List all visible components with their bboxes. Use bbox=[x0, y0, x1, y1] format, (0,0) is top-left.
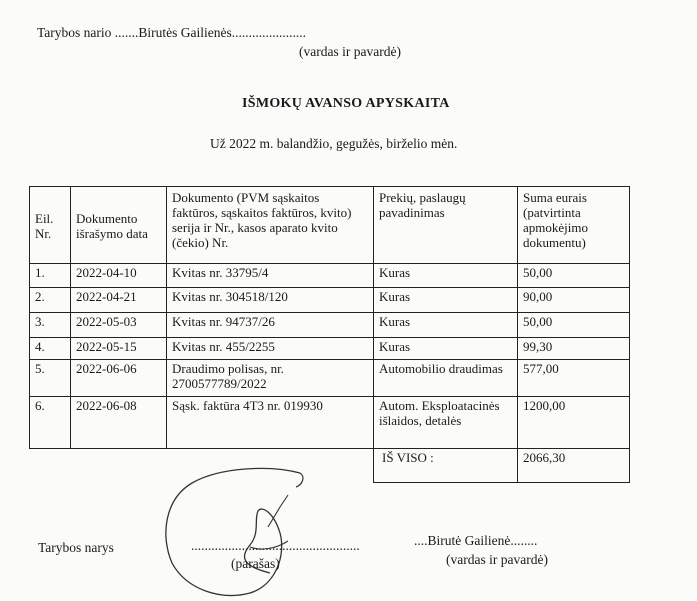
row-goods: Kuras bbox=[374, 338, 518, 360]
row-goods: Kuras bbox=[374, 313, 518, 338]
header-date: Dokumento išrašymo data bbox=[71, 187, 167, 264]
row-no: 5. bbox=[30, 360, 71, 397]
report-table bbox=[29, 186, 630, 483]
row-goods: Autom. Eksploatacinės išlaidos, detalės bbox=[374, 397, 518, 449]
row-no: 1. bbox=[30, 264, 71, 288]
row-no: 4. bbox=[30, 338, 71, 360]
row-date: 2022-04-10 bbox=[71, 264, 167, 288]
row-sum: 99,30 bbox=[518, 338, 630, 360]
handwritten-signature bbox=[150, 455, 330, 601]
header-no: Eil. Nr. bbox=[30, 187, 71, 264]
header-goods: Prekių, paslaugų pavadinimas bbox=[374, 187, 518, 264]
row-sum: 90,00 bbox=[518, 288, 630, 313]
header-sum: Suma eurais (patvirtinta apmokėjimo dokumentu) bbox=[518, 187, 630, 264]
table-row bbox=[30, 288, 630, 313]
member-line: Tarybos nario .......Birutės Gailienės...................... bbox=[37, 25, 307, 40]
member-label: Tarybos narys bbox=[38, 540, 114, 555]
row-date: 2022-06-08 bbox=[71, 397, 167, 449]
signature-line: .................................................. bbox=[191, 538, 360, 553]
row-document: Kvitas nr. 33795/4 bbox=[167, 264, 374, 288]
row-sum: 577,00 bbox=[518, 360, 630, 397]
period-line: Už 2022 m. balandžio, gegužės, birželio mėn. bbox=[210, 136, 458, 151]
row-date: 2022-04-21 bbox=[71, 288, 167, 313]
row-goods: Automobilio draudimas bbox=[374, 360, 518, 397]
row-no: 2. bbox=[30, 288, 71, 313]
signer-name: ....Birutė Gailienė........ bbox=[414, 533, 538, 548]
row-sum: 1200,00 bbox=[518, 397, 630, 449]
row-no: 3. bbox=[30, 313, 71, 338]
row-document: Kvitas nr. 94737/26 bbox=[167, 313, 374, 338]
name-caption: (vardas ir pavardė) bbox=[299, 44, 401, 59]
row-date: 2022-06-06 bbox=[71, 360, 167, 397]
total-label: IŠ VISO : bbox=[374, 449, 518, 483]
row-sum: 50,00 bbox=[518, 313, 630, 338]
table-row bbox=[30, 313, 630, 338]
row-date: 2022-05-15 bbox=[71, 338, 167, 360]
row-no: 6. bbox=[30, 397, 71, 449]
row-goods: Kuras bbox=[374, 288, 518, 313]
document-title: IŠMOKŲ AVANSO APYSKAITA bbox=[242, 96, 450, 111]
row-date: 2022-05-03 bbox=[71, 313, 167, 338]
footer-name-caption: (vardas ir pavardė) bbox=[446, 552, 548, 567]
row-document: Kvitas nr. 455/2255 bbox=[167, 338, 374, 360]
table-row bbox=[30, 338, 630, 360]
signature-caption: (parašas) bbox=[231, 556, 280, 571]
row-goods: Kuras bbox=[374, 264, 518, 288]
row-document: Sąsk. faktūra 4T3 nr. 019930 bbox=[167, 397, 374, 449]
header-document: Dokumento (PVM sąskaitos faktūros, sąskaitos faktūros, kvito) serija ir Nr., kasos aparato kvito (čekio) Nr. bbox=[167, 187, 374, 264]
table-header-row bbox=[30, 187, 630, 264]
row-document: Draudimo polisas, nr. 2700577789/2022 bbox=[167, 360, 374, 397]
table-row bbox=[30, 360, 630, 397]
total-value: 2066,30 bbox=[518, 449, 630, 483]
row-sum: 50,00 bbox=[518, 264, 630, 288]
table-row bbox=[30, 264, 630, 288]
table-row bbox=[30, 397, 630, 449]
row-document: Kvitas nr. 304518/120 bbox=[167, 288, 374, 313]
